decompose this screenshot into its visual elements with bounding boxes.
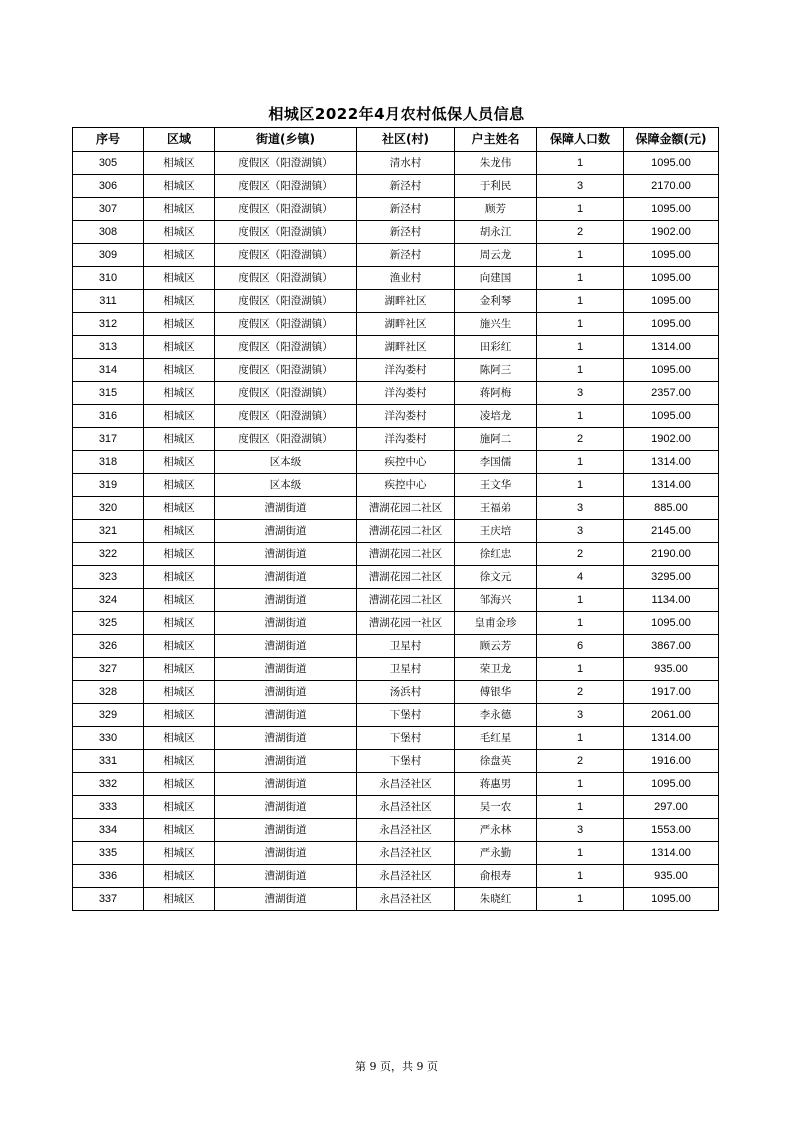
population-cell: 1	[537, 152, 624, 175]
index-cell: 310	[73, 267, 144, 290]
community-cell: 漕湖花园二社区	[357, 543, 455, 566]
table-row	[73, 566, 719, 589]
amount-cell: 885.00	[624, 497, 719, 520]
community-cell: 新泾村	[357, 244, 455, 267]
index-cell: 313	[73, 336, 144, 359]
table-body	[73, 152, 719, 911]
community-cell: 永昌泾社区	[357, 773, 455, 796]
population-cell: 1	[537, 773, 624, 796]
index-cell: 312	[73, 313, 144, 336]
table-row	[73, 267, 719, 290]
index-cell: 322	[73, 543, 144, 566]
street-cell: 漕湖街道	[215, 589, 357, 612]
table-row	[73, 428, 719, 451]
district-cell: 相城区	[144, 520, 215, 543]
district-cell: 相城区	[144, 451, 215, 474]
amount-cell: 1095.00	[624, 888, 719, 911]
householder-cell: 王庆培	[455, 520, 537, 543]
householder-cell: 皇甫金珍	[455, 612, 537, 635]
street-cell: 漕湖街道	[215, 681, 357, 704]
community-cell: 清水村	[357, 152, 455, 175]
table-row	[73, 152, 719, 175]
amount-cell: 935.00	[624, 865, 719, 888]
population-cell: 1	[537, 658, 624, 681]
index-cell: 326	[73, 635, 144, 658]
index-cell: 306	[73, 175, 144, 198]
householder-cell: 徐盘英	[455, 750, 537, 773]
table-row	[73, 221, 719, 244]
header-cell-street: 街道(乡镇)	[215, 128, 357, 152]
community-cell: 永昌泾社区	[357, 796, 455, 819]
householder-cell: 施阿二	[455, 428, 537, 451]
amount-cell: 1095.00	[624, 612, 719, 635]
index-cell: 334	[73, 819, 144, 842]
householder-cell: 蒋阿梅	[455, 382, 537, 405]
householder-cell: 严永林	[455, 819, 537, 842]
population-cell: 1	[537, 267, 624, 290]
header-cell-householder: 户主姓名	[455, 128, 537, 152]
table-row	[73, 175, 719, 198]
householder-cell: 徐红忠	[455, 543, 537, 566]
population-cell: 3	[537, 382, 624, 405]
community-cell: 洋沟娄村	[357, 405, 455, 428]
street-cell: 度假区（阳澄湖镇）	[215, 290, 357, 313]
district-cell: 相城区	[144, 336, 215, 359]
householder-cell: 金利琴	[455, 290, 537, 313]
street-cell: 度假区（阳澄湖镇）	[215, 175, 357, 198]
index-cell: 305	[73, 152, 144, 175]
street-cell: 漕湖街道	[215, 704, 357, 727]
index-cell: 337	[73, 888, 144, 911]
index-cell: 319	[73, 474, 144, 497]
index-cell: 309	[73, 244, 144, 267]
community-cell: 永昌泾社区	[357, 888, 455, 911]
population-cell: 3	[537, 175, 624, 198]
table-row	[73, 244, 719, 267]
street-cell: 度假区（阳澄湖镇）	[215, 244, 357, 267]
population-cell: 1	[537, 290, 624, 313]
householder-cell: 胡永江	[455, 221, 537, 244]
district-cell: 相城区	[144, 428, 215, 451]
population-cell: 6	[537, 635, 624, 658]
index-cell: 311	[73, 290, 144, 313]
amount-cell: 1095.00	[624, 244, 719, 267]
amount-cell: 2357.00	[624, 382, 719, 405]
street-cell: 度假区（阳澄湖镇）	[215, 359, 357, 382]
amount-cell: 1095.00	[624, 152, 719, 175]
householder-cell: 邹海兴	[455, 589, 537, 612]
index-cell: 332	[73, 773, 144, 796]
community-cell: 湖畔社区	[357, 313, 455, 336]
table-row	[73, 773, 719, 796]
page-title: 相城区2022年4月农村低保人员信息	[268, 105, 525, 123]
population-cell: 2	[537, 750, 624, 773]
district-cell: 相城区	[144, 612, 215, 635]
table-row	[73, 750, 719, 773]
table-row	[73, 727, 719, 750]
page-footer: 第 9 页，共 9 页	[355, 1060, 438, 1073]
amount-cell: 2061.00	[624, 704, 719, 727]
header-cell-amount: 保障金额(元)	[624, 128, 719, 152]
householder-cell: 陈阿三	[455, 359, 537, 382]
district-cell: 相城区	[144, 566, 215, 589]
table-row	[73, 888, 719, 911]
householder-cell: 蒋惠男	[455, 773, 537, 796]
community-cell: 新泾村	[357, 221, 455, 244]
community-cell: 新泾村	[357, 198, 455, 221]
district-cell: 相城区	[144, 750, 215, 773]
householder-cell: 毛红星	[455, 727, 537, 750]
population-cell: 1	[537, 612, 624, 635]
population-cell: 1	[537, 405, 624, 428]
amount-cell: 1314.00	[624, 727, 719, 750]
householder-cell: 徐文元	[455, 566, 537, 589]
street-cell: 度假区（阳澄湖镇）	[215, 152, 357, 175]
table-row	[73, 796, 719, 819]
table-row	[73, 704, 719, 727]
index-cell: 308	[73, 221, 144, 244]
amount-cell: 2170.00	[624, 175, 719, 198]
street-cell: 漕湖街道	[215, 773, 357, 796]
community-cell: 汤浜村	[357, 681, 455, 704]
index-cell: 316	[73, 405, 144, 428]
district-cell: 相城区	[144, 198, 215, 221]
street-cell: 漕湖街道	[215, 842, 357, 865]
community-cell: 永昌泾社区	[357, 865, 455, 888]
street-cell: 漕湖街道	[215, 865, 357, 888]
district-cell: 相城区	[144, 773, 215, 796]
table-header-row	[73, 128, 719, 152]
street-cell: 区本级	[215, 451, 357, 474]
community-cell: 洋沟娄村	[357, 382, 455, 405]
district-cell: 相城区	[144, 313, 215, 336]
community-cell: 永昌泾社区	[357, 842, 455, 865]
district-cell: 相城区	[144, 865, 215, 888]
table-row	[73, 842, 719, 865]
street-cell: 漕湖街道	[215, 819, 357, 842]
community-cell: 漕湖花园二社区	[357, 566, 455, 589]
index-cell: 320	[73, 497, 144, 520]
street-cell: 漕湖街道	[215, 658, 357, 681]
householder-cell: 顾云芳	[455, 635, 537, 658]
index-cell: 328	[73, 681, 144, 704]
householder-cell: 傅银华	[455, 681, 537, 704]
community-cell: 洋沟娄村	[357, 359, 455, 382]
index-cell: 325	[73, 612, 144, 635]
amount-cell: 1917.00	[624, 681, 719, 704]
district-cell: 相城区	[144, 152, 215, 175]
community-cell: 下堡村	[357, 727, 455, 750]
street-cell: 度假区（阳澄湖镇）	[215, 313, 357, 336]
index-cell: 314	[73, 359, 144, 382]
population-cell: 1	[537, 451, 624, 474]
street-cell: 区本级	[215, 474, 357, 497]
population-cell: 1	[537, 865, 624, 888]
community-cell: 疾控中心	[357, 451, 455, 474]
district-cell: 相城区	[144, 681, 215, 704]
population-cell: 1	[537, 313, 624, 336]
table-row	[73, 290, 719, 313]
population-cell: 4	[537, 566, 624, 589]
street-cell: 度假区（阳澄湖镇）	[215, 267, 357, 290]
amount-cell: 1095.00	[624, 267, 719, 290]
district-cell: 相城区	[144, 244, 215, 267]
street-cell: 度假区（阳澄湖镇）	[215, 221, 357, 244]
amount-cell: 297.00	[624, 796, 719, 819]
population-cell: 1	[537, 336, 624, 359]
district-cell: 相城区	[144, 888, 215, 911]
table-row	[73, 382, 719, 405]
population-cell: 3	[537, 520, 624, 543]
table-row	[73, 474, 719, 497]
district-cell: 相城区	[144, 267, 215, 290]
amount-cell: 1314.00	[624, 336, 719, 359]
population-cell: 2	[537, 221, 624, 244]
community-cell: 卫星村	[357, 658, 455, 681]
district-cell: 相城区	[144, 704, 215, 727]
community-cell: 疾控中心	[357, 474, 455, 497]
district-cell: 相城区	[144, 474, 215, 497]
district-cell: 相城区	[144, 405, 215, 428]
index-cell: 321	[73, 520, 144, 543]
householder-cell: 顾芳	[455, 198, 537, 221]
population-cell: 1	[537, 474, 624, 497]
population-cell: 3	[537, 497, 624, 520]
street-cell: 度假区（阳澄湖镇）	[215, 198, 357, 221]
table-row	[73, 543, 719, 566]
community-cell: 漕湖花园二社区	[357, 589, 455, 612]
householder-cell: 周云龙	[455, 244, 537, 267]
householder-cell: 于利民	[455, 175, 537, 198]
table-row	[73, 635, 719, 658]
street-cell: 度假区（阳澄湖镇）	[215, 405, 357, 428]
householder-cell: 俞根寿	[455, 865, 537, 888]
index-cell: 318	[73, 451, 144, 474]
population-cell: 2	[537, 681, 624, 704]
table-row	[73, 359, 719, 382]
index-cell: 327	[73, 658, 144, 681]
community-cell: 下堡村	[357, 704, 455, 727]
amount-cell: 1314.00	[624, 842, 719, 865]
index-cell: 331	[73, 750, 144, 773]
header-cell-district: 区域	[144, 128, 215, 152]
householder-cell: 向建国	[455, 267, 537, 290]
table-row	[73, 336, 719, 359]
street-cell: 漕湖街道	[215, 888, 357, 911]
householder-cell: 王福弟	[455, 497, 537, 520]
table-row	[73, 865, 719, 888]
population-cell: 2	[537, 543, 624, 566]
street-cell: 度假区（阳澄湖镇）	[215, 428, 357, 451]
header-cell-population: 保障人口数	[537, 128, 624, 152]
householder-cell: 王文华	[455, 474, 537, 497]
amount-cell: 1902.00	[624, 428, 719, 451]
community-cell: 洋沟娄村	[357, 428, 455, 451]
householder-cell: 严永勤	[455, 842, 537, 865]
amount-cell: 1095.00	[624, 313, 719, 336]
community-cell: 漕湖花园一社区	[357, 612, 455, 635]
amount-cell: 1902.00	[624, 221, 719, 244]
index-cell: 330	[73, 727, 144, 750]
community-cell: 新泾村	[357, 175, 455, 198]
index-cell: 323	[73, 566, 144, 589]
community-cell: 湖畔社区	[357, 290, 455, 313]
street-cell: 漕湖街道	[215, 543, 357, 566]
population-cell: 1	[537, 198, 624, 221]
header-cell-community: 社区(村)	[357, 128, 455, 152]
district-cell: 相城区	[144, 221, 215, 244]
street-cell: 漕湖街道	[215, 750, 357, 773]
amount-cell: 1314.00	[624, 451, 719, 474]
district-cell: 相城区	[144, 842, 215, 865]
street-cell: 漕湖街道	[215, 497, 357, 520]
table-row	[73, 612, 719, 635]
table-row	[73, 198, 719, 221]
district-cell: 相城区	[144, 796, 215, 819]
district-cell: 相城区	[144, 635, 215, 658]
population-cell: 1	[537, 796, 624, 819]
index-cell: 315	[73, 382, 144, 405]
householder-cell: 吴一农	[455, 796, 537, 819]
table-row	[73, 313, 719, 336]
amount-cell: 3867.00	[624, 635, 719, 658]
table-row	[73, 658, 719, 681]
street-cell: 漕湖街道	[215, 727, 357, 750]
district-cell: 相城区	[144, 175, 215, 198]
district-cell: 相城区	[144, 543, 215, 566]
district-cell: 相城区	[144, 589, 215, 612]
street-cell: 漕湖街道	[215, 520, 357, 543]
amount-cell: 1553.00	[624, 819, 719, 842]
amount-cell: 1095.00	[624, 405, 719, 428]
community-cell: 湖畔社区	[357, 336, 455, 359]
district-cell: 相城区	[144, 382, 215, 405]
amount-cell: 3295.00	[624, 566, 719, 589]
street-cell: 度假区（阳澄湖镇）	[215, 382, 357, 405]
population-cell: 1	[537, 888, 624, 911]
table-row	[73, 497, 719, 520]
population-cell: 1	[537, 589, 624, 612]
community-cell: 卫星村	[357, 635, 455, 658]
table-row	[73, 520, 719, 543]
community-cell: 漕湖花园二社区	[357, 520, 455, 543]
index-cell: 324	[73, 589, 144, 612]
table-row	[73, 451, 719, 474]
street-cell: 漕湖街道	[215, 566, 357, 589]
street-cell: 度假区（阳澄湖镇）	[215, 336, 357, 359]
population-cell: 1	[537, 359, 624, 382]
table-row	[73, 819, 719, 842]
recipients-table	[72, 127, 719, 911]
index-cell: 329	[73, 704, 144, 727]
community-cell: 永昌泾社区	[357, 819, 455, 842]
index-cell: 317	[73, 428, 144, 451]
householder-cell: 朱龙伟	[455, 152, 537, 175]
amount-cell: 1095.00	[624, 359, 719, 382]
district-cell: 相城区	[144, 290, 215, 313]
amount-cell: 1314.00	[624, 474, 719, 497]
amount-cell: 1134.00	[624, 589, 719, 612]
householder-cell: 田彩红	[455, 336, 537, 359]
index-cell: 307	[73, 198, 144, 221]
street-cell: 漕湖街道	[215, 796, 357, 819]
amount-cell: 1095.00	[624, 290, 719, 313]
householder-cell: 李永德	[455, 704, 537, 727]
street-cell: 漕湖街道	[215, 635, 357, 658]
amount-cell: 1095.00	[624, 198, 719, 221]
householder-cell: 朱晓红	[455, 888, 537, 911]
index-cell: 336	[73, 865, 144, 888]
index-cell: 335	[73, 842, 144, 865]
header-cell-index: 序号	[73, 128, 144, 152]
district-cell: 相城区	[144, 658, 215, 681]
district-cell: 相城区	[144, 497, 215, 520]
amount-cell: 935.00	[624, 658, 719, 681]
householder-cell: 凌培龙	[455, 405, 537, 428]
population-cell: 3	[537, 704, 624, 727]
district-cell: 相城区	[144, 359, 215, 382]
population-cell: 1	[537, 842, 624, 865]
street-cell: 漕湖街道	[215, 612, 357, 635]
amount-cell: 2145.00	[624, 520, 719, 543]
householder-cell: 荣卫龙	[455, 658, 537, 681]
amount-cell: 2190.00	[624, 543, 719, 566]
index-cell: 333	[73, 796, 144, 819]
amount-cell: 1095.00	[624, 773, 719, 796]
population-cell: 1	[537, 727, 624, 750]
population-cell: 2	[537, 428, 624, 451]
householder-cell: 施兴生	[455, 313, 537, 336]
community-cell: 下堡村	[357, 750, 455, 773]
table-row	[73, 681, 719, 704]
district-cell: 相城区	[144, 727, 215, 750]
table-row	[73, 589, 719, 612]
householder-cell: 李国儒	[455, 451, 537, 474]
population-cell: 1	[537, 244, 624, 267]
community-cell: 渔业村	[357, 267, 455, 290]
amount-cell: 1916.00	[624, 750, 719, 773]
table-row	[73, 405, 719, 428]
district-cell: 相城区	[144, 819, 215, 842]
community-cell: 漕湖花园二社区	[357, 497, 455, 520]
population-cell: 3	[537, 819, 624, 842]
